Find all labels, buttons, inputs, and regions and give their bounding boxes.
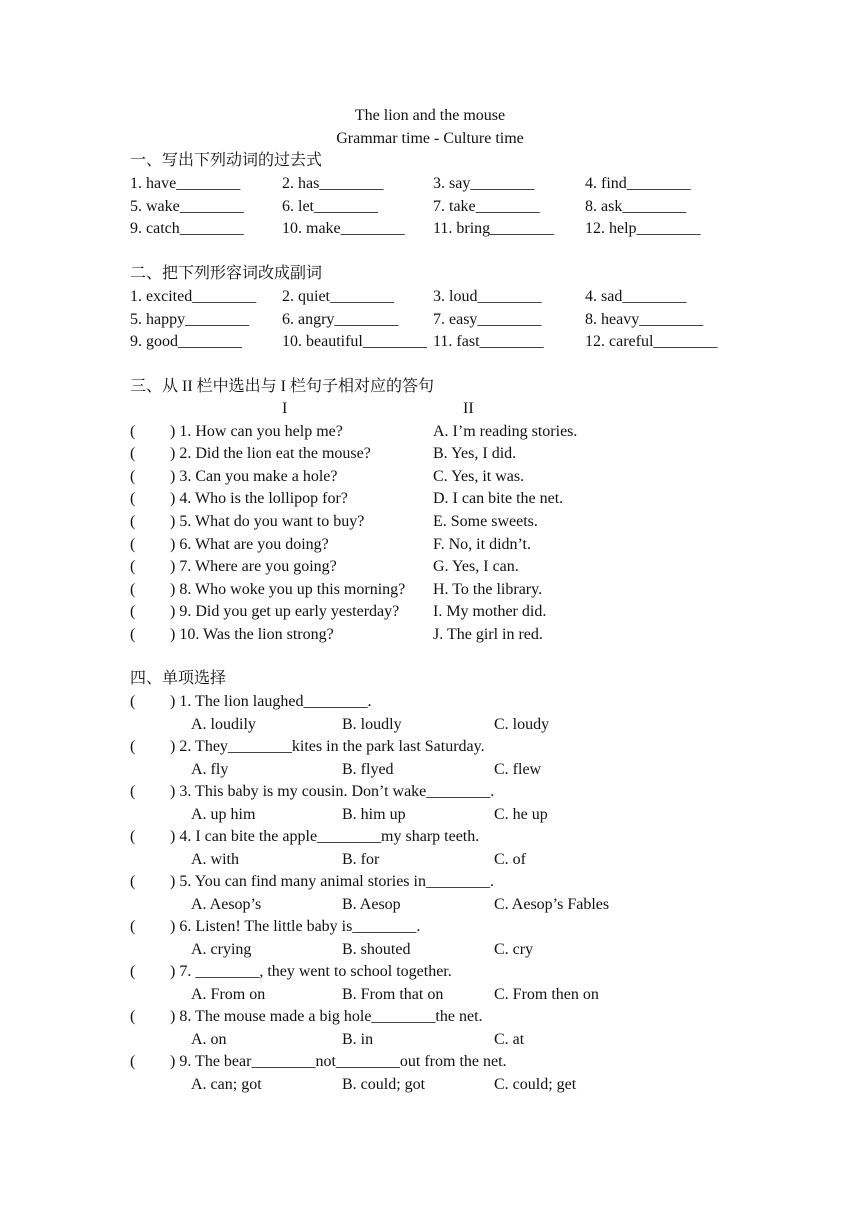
choice-option: B. shouted — [342, 941, 411, 958]
section2-row-3 — [0, 331, 860, 353]
choice-question-row — [0, 961, 860, 983]
match-question: ) 3. Can you make a hole? — [170, 468, 338, 485]
choice-option: C. of — [494, 851, 526, 868]
match-answer: D. I can bite the net. — [433, 490, 564, 507]
choice-option: A. can; got — [191, 1076, 262, 1093]
answer-blank[interactable]: ( — [130, 490, 136, 507]
match-row — [0, 421, 860, 443]
verb-item: 4. find________ — [585, 175, 691, 192]
match-row — [0, 488, 860, 510]
match-row — [0, 556, 860, 578]
answer-blank[interactable]: ( — [130, 1053, 136, 1070]
choice-option: B. in — [342, 1031, 374, 1048]
match-question: ) 2. Did the lion eat the mouse? — [170, 445, 371, 462]
choice-option: A. fly — [191, 761, 229, 778]
match-answer: C. Yes, it was. — [433, 468, 525, 485]
answer-blank[interactable]: ( — [130, 783, 136, 800]
section1-row-2 — [0, 196, 860, 218]
section2-row-1 — [0, 286, 860, 308]
verb-item: 3. say________ — [433, 175, 535, 192]
choice-option: C. at — [494, 1031, 525, 1048]
answer-blank[interactable]: ( — [130, 445, 136, 462]
match-answer: B. Yes, I did. — [433, 445, 517, 462]
choice-question: ) 7. ________, they went to school together. — [170, 963, 452, 980]
choice-option: C. loudy — [494, 716, 550, 733]
choice-question-row — [0, 916, 860, 938]
choice-question: ) 3. This baby is my cousin. Don’t wake________. — [170, 783, 495, 800]
choice-options-row — [0, 1074, 860, 1096]
choice-question: ) 9. The bear________not________out from the net. — [170, 1053, 507, 1070]
match-row — [0, 534, 860, 556]
section3-column-headers — [0, 398, 860, 420]
match-answer: F. No, it didn’t. — [433, 536, 531, 553]
match-row — [0, 624, 860, 646]
adjective-item: 1. excited________ — [130, 288, 257, 305]
verb-item: 1. have________ — [130, 175, 241, 192]
choice-option: C. Aesop’s Fables — [494, 896, 610, 913]
worksheet-title: The lion and the mouse — [354, 107, 506, 124]
verb-item: 7. take________ — [433, 198, 540, 215]
section2-heading: 二、把下列形容词改成副词 — [130, 265, 323, 282]
match-row — [0, 511, 860, 533]
adjective-item: 7. easy________ — [433, 311, 542, 328]
adjective-item: 11. fast________ — [433, 333, 544, 350]
adjective-item: 3. loud________ — [433, 288, 542, 305]
choice-question-row — [0, 691, 860, 713]
choice-option: C. From then on — [494, 986, 599, 1003]
answer-blank[interactable]: ( — [130, 558, 136, 575]
verb-item: 10. make________ — [282, 220, 405, 237]
answer-blank[interactable]: ( — [130, 1008, 136, 1025]
choice-question-row — [0, 826, 860, 848]
match-question: ) 10. Was the lion strong? — [170, 626, 334, 643]
answer-blank[interactable]: ( — [130, 626, 136, 643]
choice-option: A. Aesop’s — [191, 896, 262, 913]
match-answer: E. Some sweets. — [433, 513, 538, 530]
choice-question-row — [0, 1006, 860, 1028]
adjective-item: 5. happy________ — [130, 311, 250, 328]
choice-question-row — [0, 781, 860, 803]
verb-item: 11. bring________ — [433, 220, 555, 237]
section3-heading: 三、从 II 栏中选出与 I 栏句子相对应的答句 — [130, 378, 434, 395]
answer-blank[interactable]: ( — [130, 536, 136, 553]
choice-option: C. cry — [494, 941, 534, 958]
match-question: ) 9. Did you get up early yesterday? — [170, 603, 400, 620]
answer-blank[interactable]: ( — [130, 423, 136, 440]
section2-row-2 — [0, 309, 860, 331]
answer-blank[interactable]: ( — [130, 693, 136, 710]
match-answer: J. The girl in red. — [433, 626, 543, 643]
choice-option: C. flew — [494, 761, 542, 778]
choice-question: ) 5. You can find many animal stories in________. — [170, 873, 494, 890]
choice-options-row — [0, 939, 860, 961]
choice-question: ) 1. The lion laughed________. — [170, 693, 372, 710]
section1-heading: 一、写出下列动词的过去式 — [130, 152, 323, 169]
column-ii-header: II — [463, 400, 474, 417]
choice-question: ) 2. They________kites in the park last Saturday. — [170, 738, 485, 755]
verb-item: 9. catch________ — [130, 220, 244, 237]
choice-option: A. on — [191, 1031, 227, 1048]
answer-blank[interactable]: ( — [130, 918, 136, 935]
choice-option: A. up him — [191, 806, 256, 823]
choice-options-row — [0, 894, 860, 916]
section4-heading: 四、单项选择 — [130, 670, 227, 687]
choice-option: B. From that on — [342, 986, 444, 1003]
match-row — [0, 443, 860, 465]
choice-options-row — [0, 804, 860, 826]
choice-options-row — [0, 1029, 860, 1051]
match-answer: I. My mother did. — [433, 603, 547, 620]
choice-question: ) 6. Listen! The little baby is________. — [170, 918, 421, 935]
column-i-header: I — [282, 400, 288, 417]
match-question: ) 1. How can you help me? — [170, 423, 343, 440]
match-question: ) 6. What are you doing? — [170, 536, 329, 553]
choice-option: B. Aesop — [342, 896, 401, 913]
match-question: ) 4. Who is the lollipop for? — [170, 490, 348, 507]
match-row — [0, 466, 860, 488]
choice-question: ) 8. The mouse made a big hole________the net. — [170, 1008, 483, 1025]
answer-blank[interactable]: ( — [130, 738, 136, 755]
adjective-item: 9. good________ — [130, 333, 242, 350]
choice-options-row — [0, 984, 860, 1006]
verb-item: 5. wake________ — [130, 198, 244, 215]
adjective-item: 12. careful________ — [585, 333, 718, 350]
match-question: ) 5. What do you want to buy? — [170, 513, 365, 530]
choice-question: ) 4. I can bite the apple________my sharp teeth. — [170, 828, 480, 845]
match-answer: A. I’m reading stories. — [433, 423, 578, 440]
choice-options-row — [0, 849, 860, 871]
match-row — [0, 579, 860, 601]
answer-blank[interactable]: ( — [130, 468, 136, 485]
match-question: ) 7. Where are you going? — [170, 558, 337, 575]
choice-option: B. for — [342, 851, 380, 868]
choice-option: C. could; get — [494, 1076, 577, 1093]
section1-row-3 — [0, 218, 860, 240]
choice-options-row — [0, 714, 860, 736]
answer-blank[interactable]: ( — [130, 603, 136, 620]
choice-option: C. he up — [494, 806, 548, 823]
choice-option: A. From on — [191, 986, 266, 1003]
choice-option: B. him up — [342, 806, 406, 823]
answer-blank[interactable]: ( — [130, 828, 136, 845]
answer-blank[interactable]: ( — [130, 513, 136, 530]
match-question: ) 8. Who woke you up this morning? — [170, 581, 406, 598]
choice-option: B. loudly — [342, 716, 402, 733]
verb-item: 2. has________ — [282, 175, 384, 192]
verb-item: 8. ask________ — [585, 198, 687, 215]
section1-row-1 — [0, 173, 860, 195]
adjective-item: 2. quiet________ — [282, 288, 394, 305]
choice-option: B. flyed — [342, 761, 394, 778]
choice-question-row — [0, 736, 860, 758]
answer-blank[interactable]: ( — [130, 873, 136, 890]
match-answer: G. Yes, I can. — [433, 558, 519, 575]
choice-option: A. crying — [191, 941, 252, 958]
choice-question-row — [0, 871, 860, 893]
match-answer: H. To the library. — [433, 581, 543, 598]
choice-option: B. could; got — [342, 1076, 426, 1093]
choice-option: A. loudily — [191, 716, 256, 733]
match-row — [0, 601, 860, 623]
adjective-item: 8. heavy________ — [585, 311, 704, 328]
answer-blank[interactable]: ( — [130, 581, 136, 598]
choice-option: A. with — [191, 851, 239, 868]
choice-question-row — [0, 1051, 860, 1073]
choice-options-row — [0, 759, 860, 781]
adjective-item: 6. angry________ — [282, 311, 399, 328]
answer-blank[interactable]: ( — [130, 963, 136, 980]
adjective-item: 4. sad________ — [585, 288, 687, 305]
adjective-item: 10. beautiful________ — [282, 333, 427, 350]
verb-item: 6. let________ — [282, 198, 378, 215]
worksheet-subtitle: Grammar time - Culture time — [336, 130, 524, 147]
verb-item: 12. help________ — [585, 220, 701, 237]
